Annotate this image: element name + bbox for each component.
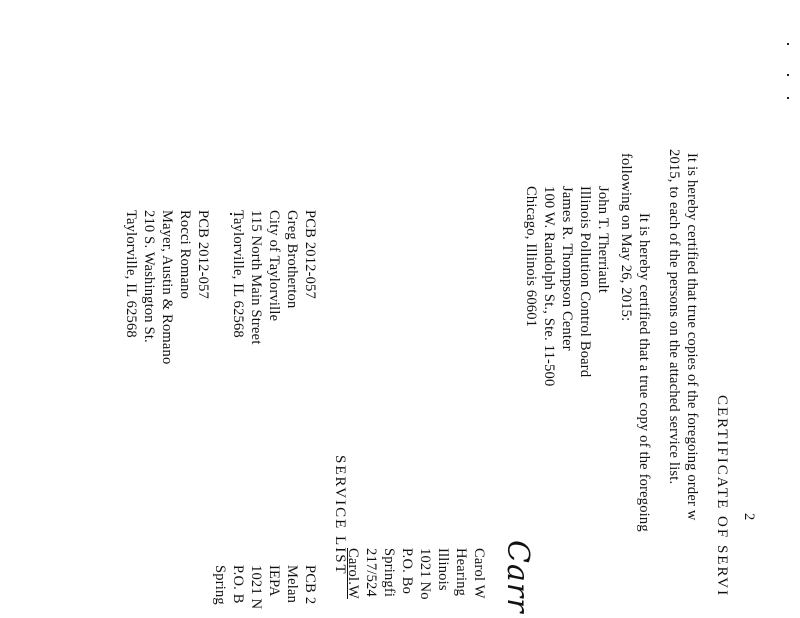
address-line: James R. Thompson Center [559, 186, 575, 351]
entry-line: City of Taylorville [266, 210, 282, 322]
entry-line: IEPA [266, 565, 282, 597]
paragraph-line: It is hereby certified that true copies of the foregoing order w [684, 153, 700, 521]
entry-line: PCB 2012-057 [195, 210, 211, 300]
entry-line: Taylorville, IL 62568 [230, 210, 246, 338]
address-line: 217/524 [363, 548, 379, 597]
paragraph-line: 2015, to each of the persons on the attached service list. [666, 149, 682, 485]
address-line: P.O. Bo [399, 548, 415, 595]
entry-line: Spring [212, 565, 228, 605]
scan-mark [787, 97, 789, 99]
address-line: Hearing [453, 548, 469, 597]
address-line: Carol W [471, 548, 487, 599]
address-line: Carol.W [345, 548, 361, 599]
service-entry [229, 210, 319, 345]
service-list-heading: SERVICE LIST [332, 455, 348, 576]
address-line: John T. Therriault [595, 186, 611, 294]
entry-line: Greg Brotherton [284, 210, 300, 309]
board-address [522, 186, 612, 386]
address-line: Illinois [435, 548, 451, 591]
certificate-paragraph-2 [617, 153, 653, 532]
entry-line: Mayer, Austin & Romano [159, 210, 175, 365]
address-line: Chicago, Illinois 60601 [523, 186, 539, 328]
address-line: 100 W. Randolph St., Ste. 11-500 [541, 186, 557, 387]
service-entry [211, 565, 319, 609]
scan-mark [787, 43, 789, 45]
certificate-heading: CERTIFICATE OF SERVI [714, 395, 730, 598]
handwritten-signature: Carr [500, 540, 535, 614]
entry-line: P.O. B [230, 565, 246, 604]
signer-address [344, 548, 488, 600]
entry-line: 115 North Main Street [248, 210, 264, 345]
entry-line: PCB 2012-057 [302, 210, 318, 300]
address-line: Springfi [381, 548, 397, 598]
entry-line: Taylorville, IL 62568 [123, 210, 139, 338]
page-number: 2 [741, 513, 757, 521]
address-line: 1021 No [417, 548, 433, 600]
entry-line: PCB 2 [302, 565, 318, 605]
entry-line: 210 S. Washington St. [141, 210, 157, 343]
scan-mark [787, 74, 789, 76]
address-line: Illinois Pollution Control Board [577, 186, 593, 378]
entry-line: Melan [284, 565, 300, 604]
entry-line: Rocci Romano [177, 210, 193, 299]
service-entry [122, 210, 212, 364]
certificate-paragraph-1 [665, 149, 701, 521]
entry-line: 1021 N [248, 565, 264, 610]
paragraph-line: following on May 26, 2015: [618, 153, 634, 322]
paragraph-line: It is hereby certified that a true copy of the foregoing [636, 213, 652, 532]
